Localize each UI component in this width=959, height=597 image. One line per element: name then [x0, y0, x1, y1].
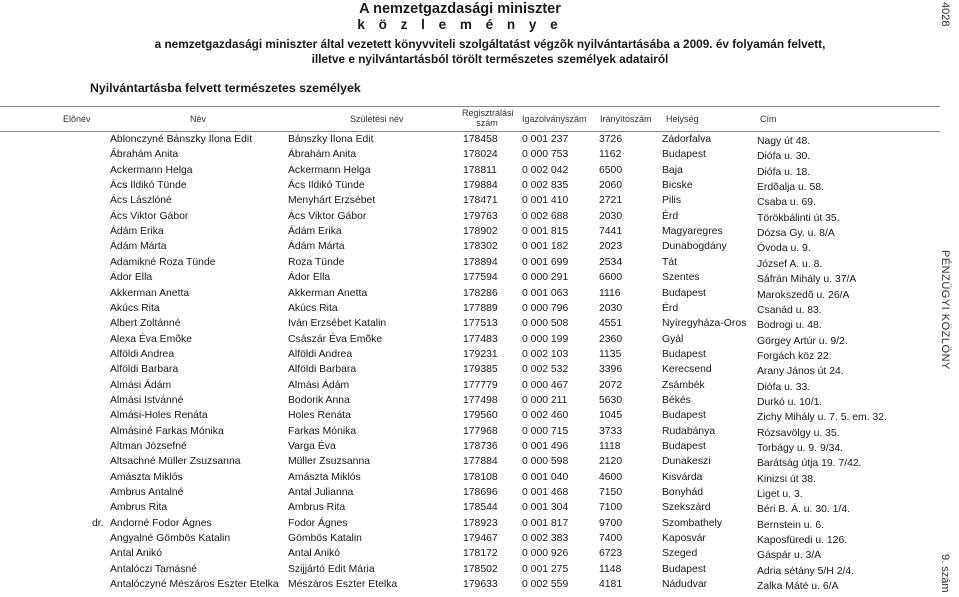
reg-number-cell: 178902 — [463, 226, 498, 238]
address-cell: Sáfrán Mihály u. 37/A — [757, 274, 857, 286]
certificate-cell: 0 002 532 — [522, 364, 569, 376]
address-cell: Diófa u. 18. — [757, 166, 811, 178]
address-cell: Dózsa Gy. u. 8/A — [757, 228, 835, 240]
col-reg-number — [462, 108, 512, 128]
birth-name-cell: Akúcs Rita — [288, 302, 338, 314]
address-cell: Rózsavölgy u. 35. — [757, 427, 840, 439]
certificate-cell: 0 002 688 — [522, 210, 569, 222]
birth-name-cell: Ádám Erika — [288, 226, 342, 238]
reg-number-cell: 177779 — [463, 379, 498, 391]
zip-cell: 4600 — [599, 471, 623, 483]
zip-cell: 7400 — [599, 533, 623, 545]
city-cell: Gyál — [662, 333, 684, 345]
city-cell: Szentes — [662, 272, 700, 284]
city-cell: Tát — [662, 256, 678, 268]
reg-number-cell: 179633 — [463, 579, 498, 591]
zip-cell: 1162 — [599, 149, 622, 161]
zip-cell: 2023 — [599, 241, 623, 253]
city-cell: Kisvárda — [662, 471, 703, 483]
birth-name-cell: Holes Renáta — [288, 410, 351, 422]
zip-cell: 1135 — [599, 348, 622, 360]
address-cell: Zichy Mihály u. 7. 5. em. 32. — [757, 412, 887, 424]
reg-number-cell: 178302 — [463, 241, 498, 253]
address-cell: Durkó u. 10/1. — [757, 396, 823, 408]
reg-number-cell: 179884 — [463, 180, 498, 192]
name-cell: Almásiné Farkas Mónika — [110, 425, 224, 437]
address-cell: Nagy út 48. — [757, 136, 811, 147]
birth-name-cell: Ács Viktor Gábor — [288, 210, 367, 222]
reg-number-cell: 179763 — [463, 210, 498, 222]
table-row — [0, 209, 940, 224]
table-row — [0, 239, 940, 254]
city-cell: Nádudvar — [662, 579, 708, 591]
zip-cell: 4551 — [599, 318, 623, 330]
issue-number: 9. szám — [939, 554, 951, 593]
address-cell: Diófa u. 33. — [757, 381, 811, 393]
address-cell: Gáspár u. 3/A — [757, 550, 822, 562]
name-cell: Antalóczi Tamásné — [110, 563, 198, 575]
zip-cell: 1148 — [599, 563, 622, 575]
table-row — [0, 147, 940, 162]
reg-number-cell: 177498 — [463, 394, 498, 406]
certificate-cell: 0 000 508 — [522, 318, 569, 330]
address-cell: Csaba u. 69. — [757, 197, 816, 209]
zip-cell: 3396 — [599, 364, 623, 376]
name-cell: Amászta Miklós — [110, 471, 183, 483]
zip-cell: 2072 — [599, 379, 623, 391]
name-cell: Altsachné Müller Zsuzsanna — [110, 456, 241, 468]
certificate-cell: 0 000 467 — [522, 379, 569, 391]
col-city: Helység — [666, 114, 699, 124]
table-row — [0, 163, 940, 178]
city-cell: Budapest — [662, 348, 706, 360]
address-cell: Liget u. 3. — [757, 489, 803, 501]
birth-name-cell: Bánszky Ilona Edit — [288, 134, 374, 145]
document-intro — [0, 37, 959, 67]
zip-cell: 3733 — [599, 425, 623, 437]
name-cell: Almási-Holes Renáta — [110, 410, 208, 422]
table-row — [0, 286, 940, 301]
page-number: 4028 — [939, 2, 951, 27]
col-reg-line1: Regisztrálási — [462, 108, 514, 118]
city-cell: Szekszárd — [662, 502, 711, 514]
certificate-cell: 0 002 103 — [522, 348, 569, 360]
city-cell: Békés — [662, 394, 691, 406]
zip-cell: 6500 — [599, 164, 623, 176]
birth-name-cell: Iván Erzsébet Katalin — [288, 318, 387, 330]
birth-name-cell: Almási Ádám — [288, 379, 350, 391]
name-cell: Ablonczyné Bánszky Ilona Edit — [110, 134, 253, 145]
table-row — [0, 546, 940, 561]
name-cell: Alexa Éva Emõke — [110, 333, 193, 345]
reg-number-cell: 177513 — [463, 318, 498, 330]
table-row — [0, 424, 940, 439]
certificate-cell: 0 002 460 — [522, 410, 569, 422]
city-cell: Budapest — [662, 563, 706, 575]
name-cell: Alföldi Barbara — [110, 364, 179, 376]
reg-number-cell: 177594 — [463, 272, 498, 284]
name-cell: Antalóczyné Mészáros Eszter Etelka — [110, 579, 279, 591]
zip-cell: 1045 — [599, 410, 623, 422]
address-cell: Óvoda u. 9. — [757, 243, 811, 255]
zip-cell: 7100 — [599, 502, 623, 514]
name-cell: Ackermann Helga — [110, 164, 193, 176]
col-name: Név — [190, 114, 207, 124]
zip-cell: 2060 — [599, 180, 623, 192]
birth-name-cell: Alföldi Barbara — [288, 364, 357, 376]
city-cell: Zádorfalva — [662, 134, 712, 145]
reg-number-cell: 178544 — [463, 502, 498, 514]
certificate-cell: 0 001 468 — [522, 487, 569, 499]
reg-number-cell: 178458 — [463, 134, 498, 145]
birth-name-cell: Farkas Mónika — [288, 425, 357, 437]
city-cell: Érd — [662, 302, 679, 314]
table-row — [0, 178, 940, 193]
name-cell: Albert Zoltánné — [110, 318, 181, 330]
table-row — [0, 255, 940, 270]
address-cell: Bodrogi u. 48. — [757, 320, 822, 332]
city-cell: Bonyhád — [662, 487, 704, 499]
address-cell: Görgey Artúr u. 9/2. — [757, 335, 848, 347]
address-cell: Kaposfüredi u. 126. — [757, 535, 848, 547]
table-row — [0, 301, 940, 316]
col-prefix: Elõnév — [63, 114, 91, 124]
address-cell: Bernstein u. 6. — [757, 519, 825, 531]
reg-number-cell: 178923 — [463, 517, 498, 529]
address-cell: Béri B. Á. u. 30. 1/4. — [757, 504, 850, 516]
reg-number-cell: 177483 — [463, 333, 498, 345]
name-cell: Almási Istvánné — [110, 394, 184, 406]
birth-name-cell: Ábrahám Anita — [288, 149, 357, 161]
table-row — [0, 132, 940, 147]
address-cell: Diófa u. 30. — [757, 151, 811, 163]
table-row — [0, 500, 940, 515]
prefix-cell: dr. — [92, 517, 104, 529]
certificate-cell: 0 001 275 — [522, 563, 569, 575]
zip-cell: 9700 — [599, 517, 623, 529]
city-cell: Nyíregyháza-Oros — [662, 318, 747, 330]
birth-name-cell: Ács Ildikó Tünde — [288, 180, 365, 192]
address-cell: Forgách köz 22. — [757, 350, 832, 362]
table-row — [0, 439, 940, 454]
name-cell: Angyalné Gömbös Katalin — [110, 533, 231, 545]
zip-cell: 2721 — [599, 195, 623, 207]
zip-cell: 2120 — [599, 456, 623, 468]
certificate-cell: 0 001 237 — [522, 134, 569, 145]
name-cell: Ádor Ella — [110, 272, 153, 284]
name-cell: Ábrahám Anita — [110, 149, 179, 161]
table-row — [0, 378, 940, 393]
birth-name-cell: Császár Éva Emõke — [288, 333, 383, 345]
table-row — [0, 454, 940, 469]
col-certificate: Igazolványszám — [522, 114, 587, 124]
reg-number-cell: 177968 — [463, 425, 498, 437]
address-cell: Erdõalja u. 58. — [757, 182, 825, 194]
certificate-cell: 0 000 598 — [522, 456, 569, 468]
city-cell: Budapest — [662, 287, 706, 299]
city-cell: Budapest — [662, 410, 706, 422]
col-birth-name: Születési név — [350, 114, 404, 124]
city-cell: Bicske — [662, 180, 693, 192]
birth-name-cell: Ádám Márta — [288, 241, 345, 253]
reg-number-cell: 178024 — [463, 149, 498, 161]
certificate-cell: 0 000 926 — [522, 548, 569, 560]
city-cell: Pilis — [662, 195, 682, 207]
certificate-cell: 0 001 182 — [522, 241, 569, 253]
birth-name-cell: Roza Tünde — [288, 256, 345, 268]
reg-number-cell: 178894 — [463, 256, 498, 268]
birth-name-cell: Ackermann Helga — [288, 164, 371, 176]
certificate-cell: 0 002 042 — [522, 164, 569, 176]
name-cell: Alföldi Andrea — [110, 348, 175, 360]
zip-cell: 1118 — [599, 441, 621, 452]
zip-cell: 2534 — [599, 256, 623, 268]
birth-name-cell: Amászta Miklós — [288, 471, 361, 483]
zip-cell: 1116 — [599, 287, 621, 299]
birth-name-cell: Alföldi Andrea — [288, 348, 353, 360]
reg-number-cell: 178696 — [463, 487, 498, 499]
birth-name-cell: Gömbös Katalin — [288, 533, 362, 545]
city-cell: Érd — [662, 210, 679, 222]
name-cell: Almási Ádám — [110, 379, 172, 391]
address-cell: Torbágy u. 9. 9/34. — [757, 443, 844, 454]
address-cell: Arany János út 24. — [757, 366, 844, 378]
document-title: A nemzetgazdasági miniszter — [359, 1, 561, 17]
name-cell: Antal Anikó — [110, 548, 162, 560]
table-row — [0, 531, 940, 546]
reg-number-cell: 177884 — [463, 456, 498, 468]
city-cell: Budapest — [662, 149, 706, 161]
address-cell: Adria sétány 5/H 2/4. — [757, 565, 855, 577]
city-cell: Magyaregres — [662, 226, 723, 238]
zip-cell: 6723 — [599, 548, 623, 560]
reg-number-cell: 178736 — [463, 441, 498, 452]
certificate-cell: 0 001 496 — [522, 441, 569, 452]
table-row — [0, 577, 940, 592]
col-reg-line2: szám — [476, 118, 498, 128]
reg-number-cell: 178471 — [463, 195, 498, 207]
certificate-cell: 0 000 211 — [522, 394, 568, 406]
city-cell: Kerecsend — [662, 364, 712, 376]
certificate-cell: 0 002 383 — [522, 533, 569, 545]
birth-name-cell: Antal Julianna — [288, 487, 354, 499]
birth-name-cell: Menyhárt Erzsébet — [288, 195, 376, 207]
name-cell: Adamikné Roza Tünde — [110, 256, 216, 268]
certificate-cell: 0 001 410 — [522, 195, 569, 207]
zip-cell: 5630 — [599, 394, 623, 406]
zip-cell: 2360 — [599, 333, 623, 345]
certificate-cell: 0 000 715 — [522, 425, 569, 437]
certificate-cell: 0 000 796 — [522, 302, 569, 314]
table-row — [0, 224, 940, 239]
table-header — [0, 106, 940, 132]
zip-cell: 4181 — [599, 579, 623, 591]
reg-number-cell: 178172 — [463, 548, 498, 560]
certificate-cell: 0 001 699 — [522, 256, 569, 268]
address-cell: Kinizsi út 38. — [757, 473, 816, 485]
name-cell: Akúcs Rita — [110, 302, 160, 314]
city-cell: Szombathely — [662, 517, 723, 529]
birth-name-cell: Varga Éva — [288, 441, 336, 452]
table-row — [0, 347, 940, 362]
reg-number-cell: 179467 — [463, 533, 498, 545]
address-cell: Csanád u. 83. — [757, 304, 822, 316]
table-row — [0, 316, 940, 331]
name-cell: Ács Lászlóné — [110, 195, 172, 207]
col-zip: Irányítószám — [600, 114, 652, 124]
city-cell: Dunabogdány — [662, 241, 727, 253]
city-cell: Kaposvár — [662, 533, 706, 545]
certificate-cell: 0 001 040 — [522, 471, 569, 483]
table-row — [0, 485, 940, 500]
reg-number-cell: 179231 — [463, 348, 498, 360]
certificate-cell: 0 000 753 — [522, 149, 569, 161]
zip-cell: 2030 — [599, 210, 623, 222]
table-row — [0, 193, 940, 208]
birth-name-cell: Fodor Ágnes — [288, 517, 348, 529]
certificate-cell: 0 002 559 — [522, 579, 569, 591]
zip-cell: 2030 — [599, 302, 623, 314]
birth-name-cell: Ambrus Rita — [288, 502, 346, 514]
table-row — [0, 408, 940, 423]
table-row — [0, 562, 940, 577]
certificate-cell: 0 000 291 — [522, 272, 569, 284]
reg-number-cell: 179560 — [463, 410, 498, 422]
certificate-cell: 0 002 835 — [522, 180, 569, 192]
address-cell: József A. u. 8. — [757, 258, 823, 270]
reg-number-cell: 178811 — [463, 164, 497, 176]
table-row — [0, 362, 940, 377]
col-address: Cím — [760, 114, 777, 124]
city-cell: Budapest — [662, 441, 706, 452]
name-cell: Ambrus Antalné — [110, 487, 184, 499]
name-cell: Ács Viktor Gábor — [110, 210, 189, 222]
birth-name-cell: Szijjártó Edit Mária — [288, 563, 375, 575]
birth-name-cell: Müller Zsuzsanna — [288, 456, 371, 468]
certificate-cell: 0 001 815 — [522, 226, 569, 238]
address-cell: Marokszedõ u. 26/A — [757, 289, 850, 301]
reg-number-cell: 178286 — [463, 287, 498, 299]
table-row — [0, 516, 940, 531]
reg-number-cell: 178108 — [463, 471, 498, 483]
city-cell: Dunakeszi — [662, 456, 711, 468]
name-cell: Ádám Erika — [110, 226, 164, 238]
certificate-cell: 0 001 063 — [522, 287, 569, 299]
name-cell: Akkerman Anetta — [110, 287, 190, 299]
city-cell: Rudabánya — [662, 425, 716, 437]
table-row — [0, 393, 940, 408]
address-cell: Törökbálinti út 35. — [757, 212, 840, 224]
city-cell: Baja — [662, 164, 683, 176]
zip-cell: 7441 — [599, 226, 623, 238]
address-cell: Zalka Máté u. 6/A — [757, 581, 839, 593]
reg-number-cell: 178502 — [463, 563, 498, 575]
reg-number-cell: 179385 — [463, 364, 498, 376]
journal-name: PÉNZÜGYI KÖZLÖNY — [939, 250, 951, 370]
name-cell: Ács Ildikó Tünde — [110, 180, 187, 192]
certificate-cell: 0 001 817 — [522, 517, 569, 529]
section-title: Nyilvántartásba felvett természetes személyek — [90, 81, 361, 95]
name-cell: Altman Józsefné — [110, 441, 187, 452]
table-row — [0, 270, 940, 285]
birth-name-cell: Ádor Ella — [288, 272, 331, 284]
address-cell: Barátság útja 19. 7/42. — [757, 458, 862, 470]
birth-name-cell: Akkerman Anetta — [288, 287, 368, 299]
table-row — [0, 332, 940, 347]
intro-line-2: illetve e nyilvántartásból törölt természetes személyek adatairól — [311, 52, 669, 66]
city-cell: Szeged — [662, 548, 698, 560]
reg-number-cell: 177889 — [463, 302, 498, 314]
name-cell: Ambrus Rita — [110, 502, 168, 514]
name-cell: Andorné Fodor Ágnes — [110, 517, 212, 529]
city-cell: Zsámbék — [662, 379, 705, 391]
zip-cell: 6600 — [599, 272, 623, 284]
intro-line-1: a nemzetgazdasági miniszter által vezetett könyvviteli szolgáltatást végzõk nyilvántartásába a 2009. év folyamán felvett, — [154, 37, 826, 51]
zip-cell: 3726 — [599, 134, 623, 145]
zip-cell: 7150 — [599, 487, 623, 499]
table-row — [0, 470, 940, 485]
birth-name-cell: Antal Anikó — [288, 548, 340, 560]
document-subtitle: k ö z l e m é n y e — [357, 17, 563, 32]
certificate-cell: 0 001 304 — [522, 502, 569, 514]
birth-name-cell: Bodorik Anna — [288, 394, 350, 406]
name-cell: Ádám Márta — [110, 241, 167, 253]
birth-name-cell: Mészáros Eszter Etelka — [288, 579, 398, 591]
certificate-cell: 0 000 199 — [522, 333, 569, 345]
